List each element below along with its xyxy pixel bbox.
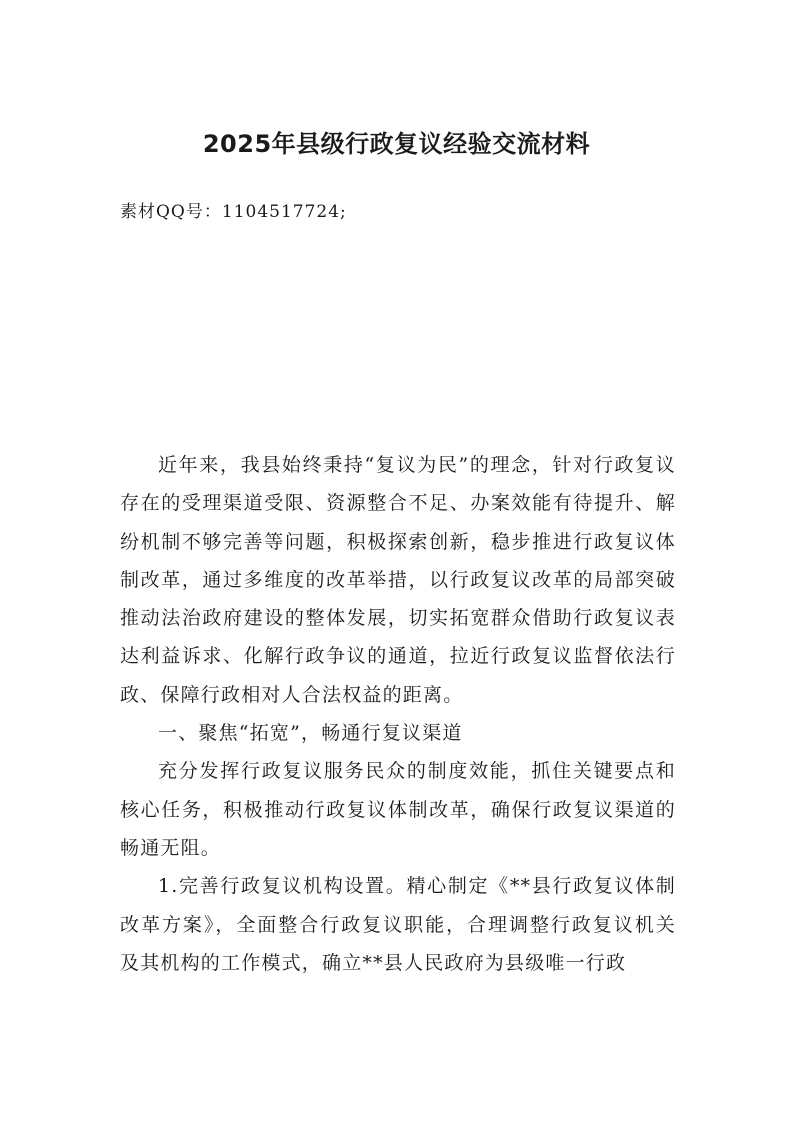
section-heading-1: 一、聚焦“拓宽”，畅通行复议渠道 <box>158 722 463 745</box>
item-1-paragraph: 1.完善行政复议机构设置。精心制定《**县行政复议体制改革方案》，全面整合行政复议职能，合理调整行政复议机关及其机构的工作模式，确立**县人民政府为县级唯一行政 <box>120 875 676 974</box>
document-body <box>120 446 676 982</box>
section-1-paragraph: 充分发挥行政复议服务民众的制度效能，抓住关键要点和核心任务，积极推动行政复议体制改革，确保行政复议渠道的畅通无阻。 <box>120 760 676 859</box>
document-title: 2025年县级行政复议经验交流材料 <box>202 130 591 158</box>
intro-paragraph: 近年来，我县始终秉持“复议为民”的理念，针对行政复议存在的受理渠道受限、资源整合不足、办案效能有待提升、解纷机制不够完善等问题，积极探索创新，稳步推进行政复议体制改革，通过多维度的改革举措，以行政复议改革的局部突破推动法治政府建设的整体发展，切实拓宽群众借助行政复议表达利益诉求、化解行政争议的通道，拉近行政复议监督依法行政、保障行政相对人合法权益的距离。 <box>120 454 676 706</box>
qq-number-line: 素材QQ号：1104517724; <box>120 202 347 222</box>
